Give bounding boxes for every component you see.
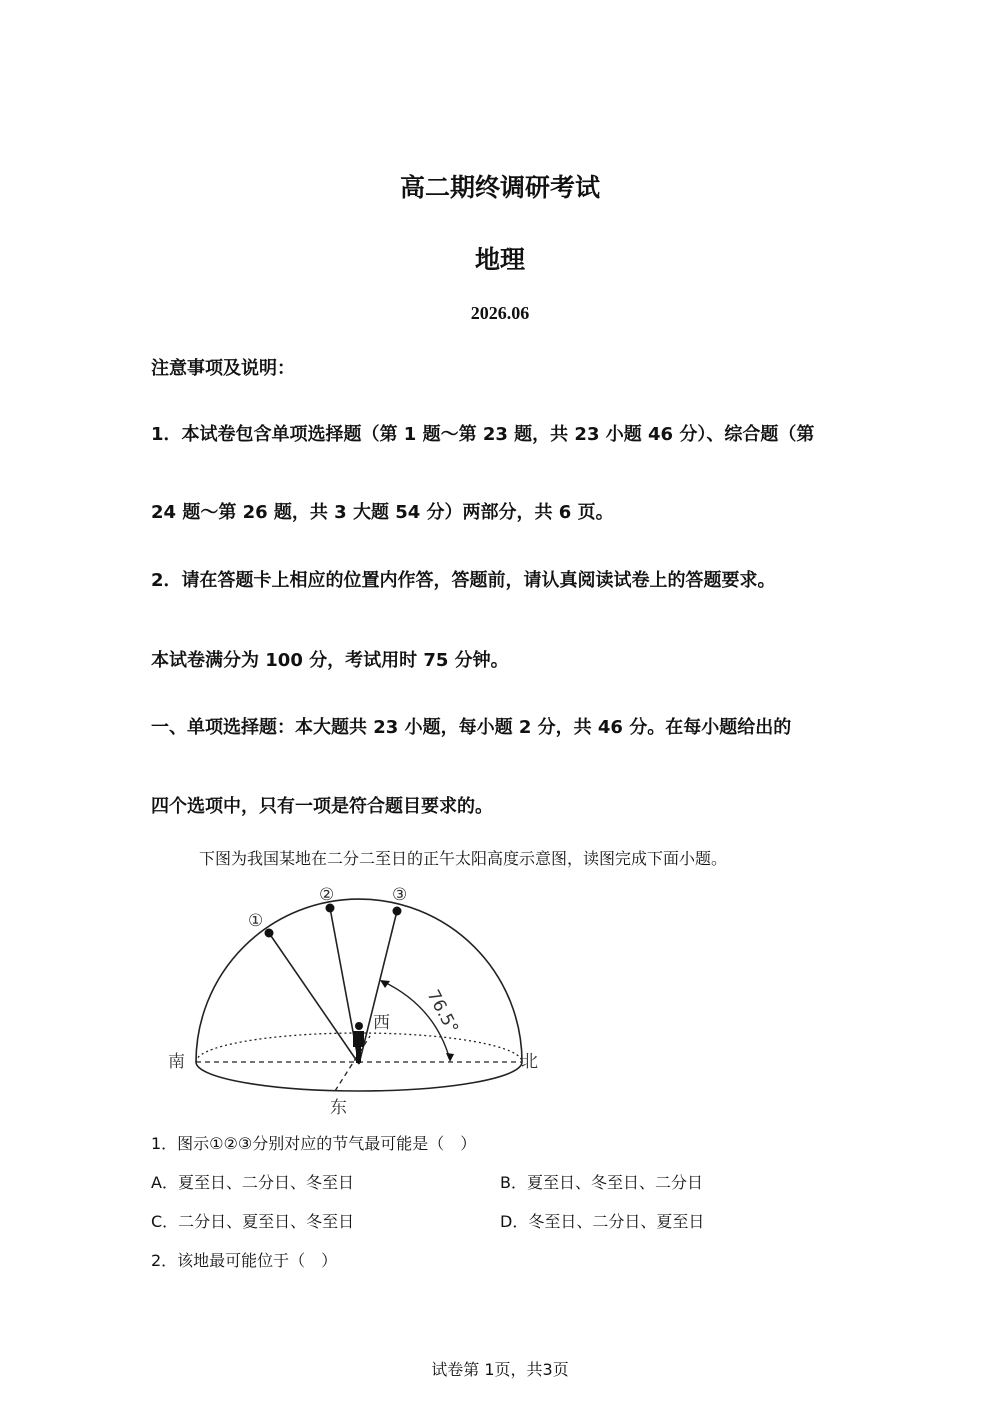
observer-head <box>355 1022 363 1030</box>
label-sun-1: ① <box>248 911 264 931</box>
subject-title: 地理 <box>474 245 525 274</box>
exam-date: 2026.06 <box>470 303 530 323</box>
notes-item-2: 2．请在答题卡上相应的位置内作答，答题前，请认真阅读试卷上的答题要求。 <box>151 570 776 591</box>
angle-label: 76.5° <box>422 986 462 1038</box>
observer-legs <box>356 1046 361 1063</box>
question-1-option-a: A．夏至日、二分日、冬至日 <box>151 1173 354 1192</box>
sun-ray-1 <box>269 933 359 1064</box>
notes-heading: 注意事项及说明： <box>151 358 295 379</box>
notes-score: 本试卷满分为 100 分，考试用时 75 分钟。 <box>151 650 509 671</box>
observer-body <box>353 1031 364 1047</box>
notes-item-1-line-2: 24 题～第 26 题，共 3 大题 54 分）两部分，共 6 页。 <box>151 502 614 523</box>
section-1-line-1: 一、单项选择题：本大题共 23 小题，每小题 2 分，共 46 分。在每小题给出的 <box>151 717 792 738</box>
sun-ray-3 <box>359 911 397 1064</box>
sun-position-3 <box>393 907 402 916</box>
question-2: 2．该地最可能位于（ ） <box>151 1251 338 1270</box>
notes-item-1-line-1: 1．本试卷包含单项选择题（第 1 题～第 23 题，共 23 小题 46 分）、综合题（第 <box>151 424 815 445</box>
angle-arrow-bottom <box>446 1053 454 1062</box>
label-east: 东 <box>330 1098 347 1118</box>
east-west-line <box>335 1036 370 1091</box>
label-north: 北 <box>521 1052 538 1072</box>
question-1-option-c: C．二分日、夏至日、冬至日 <box>151 1212 355 1231</box>
exam-title: 高二期终调研考试 <box>399 173 600 202</box>
section-1-line-2: 四个选项中，只有一项是符合题目要求的。 <box>151 796 493 817</box>
label-sun-2: ② <box>319 885 335 905</box>
question-1: 1．图示①②③分别对应的节气最可能是（ ） <box>151 1134 477 1153</box>
question-1-option-b: B．夏至日、冬至日、二分日 <box>500 1173 703 1192</box>
sun-altitude-diagram <box>160 878 560 1123</box>
question-1-option-d: D．冬至日、二分日、夏至日 <box>500 1212 705 1231</box>
label-sun-3: ③ <box>392 885 408 905</box>
figure-intro: 下图为我国某地在二分二至日的正午太阳高度示意图，读图完成下面小题。 <box>199 849 728 868</box>
horizon-front <box>196 1062 522 1091</box>
label-south: 南 <box>168 1052 185 1072</box>
label-west: 西 <box>373 1013 390 1033</box>
sun-position-1 <box>265 929 274 938</box>
page-footer: 试卷第 1页，共3页 <box>431 1360 569 1379</box>
